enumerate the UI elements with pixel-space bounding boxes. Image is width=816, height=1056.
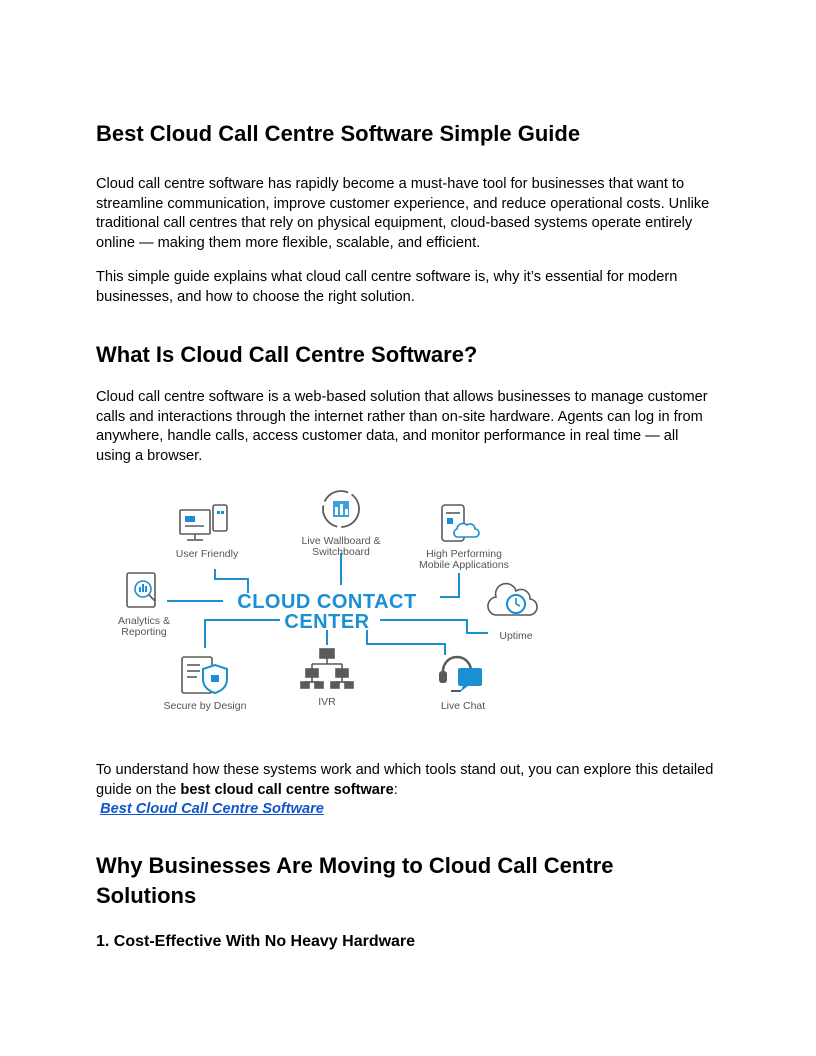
label-user-friendly: User Friendly <box>175 548 239 560</box>
intro-line: traditional call centres that rely on physical equipment, cloud-based systems operate entirely <box>96 215 693 231</box>
subheading-cost: 1. Cost-Effective With No Heavy Hardware <box>96 933 416 950</box>
connector-mobile-apps <box>440 573 459 597</box>
guide-line: This simple guide explains what cloud call centre software is, why it’s essential for modern <box>96 269 678 285</box>
intro-line: streamline communication, improve customer experience, and reduce operational costs. Unlike <box>96 195 710 212</box>
label-analytics-2: Reporting <box>121 626 167 638</box>
intro-paragraph <box>96 175 721 253</box>
guide-paragraph <box>96 268 721 307</box>
intro-line: online — making them more flexible, scalable, and efficient. <box>96 234 481 251</box>
explore-suffix: : <box>393 781 398 798</box>
label-mobile-2: Mobile Applications <box>419 559 509 571</box>
label-uptime: Uptime <box>499 630 533 642</box>
connector-live-chat <box>367 630 445 655</box>
diagram-svg <box>105 483 555 723</box>
label-live-wallboard-2: Switchboard <box>312 546 370 558</box>
connector-user-friendly <box>215 569 248 593</box>
label-analytics-1: Analytics & <box>118 615 170 627</box>
explore-paragraph <box>96 761 721 820</box>
what-line: Cloud call centre software is a web-based solution that allows businesses to manage customer <box>96 389 708 405</box>
what-line: calls and interactions through the internet rather than on-site hardware. Agents can log in from <box>96 408 703 425</box>
guide-line: businesses, and how to choose the right solution. <box>96 288 415 305</box>
section-heading-why: Why Businesses Are Moving to Cloud Call Centre Solutions <box>96 853 614 908</box>
mobile-apps-icon <box>442 505 479 541</box>
explore-link-line <box>96 800 721 820</box>
intro-line: Cloud call centre software has rapidly become a must-have tool for businesses that want to <box>96 176 685 192</box>
explore-bold-keyword: best cloud call centre software <box>180 781 394 798</box>
center-title-line1: CLOUD CONTACT <box>237 591 417 613</box>
analytics-icon <box>127 573 155 607</box>
what-paragraph <box>96 388 721 466</box>
center-title-line2: CENTER <box>284 611 370 633</box>
connector-secure <box>205 620 280 648</box>
label-ivr: IVR <box>318 696 336 708</box>
label-live-wallboard-1: Live Wallboard & <box>301 535 381 547</box>
label-live-chat: Live Chat <box>440 700 486 712</box>
what-line: anywhere, handle calls, access customer data, and monitor performance in real time — all <box>96 428 679 444</box>
section-heading-what: What Is Cloud Call Centre Software? <box>96 342 478 367</box>
explore-prefix: guide on the <box>96 781 181 798</box>
explore-line: To understand how these systems work and which tools stand out, you can explore this detailed <box>96 762 714 778</box>
user-friendly-icon <box>180 505 227 540</box>
what-line: using a browser. <box>96 447 203 464</box>
explore-line-2 <box>96 781 721 801</box>
secure-icon <box>182 657 227 693</box>
ivr-icon <box>301 649 353 688</box>
live-wallboard-icon <box>323 491 359 527</box>
connector-uptime <box>380 620 488 633</box>
uptime-icon <box>488 584 537 616</box>
label-mobile-1: High Performing <box>426 548 502 560</box>
label-secure: Secure by Design <box>163 700 247 712</box>
cloud-contact-center-diagram <box>105 483 555 723</box>
page-title: Best Cloud Call Centre Software Simple Guide <box>96 121 581 146</box>
live-chat-icon <box>439 657 482 692</box>
best-software-link[interactable]: Best Cloud Call Centre Software <box>100 801 324 817</box>
